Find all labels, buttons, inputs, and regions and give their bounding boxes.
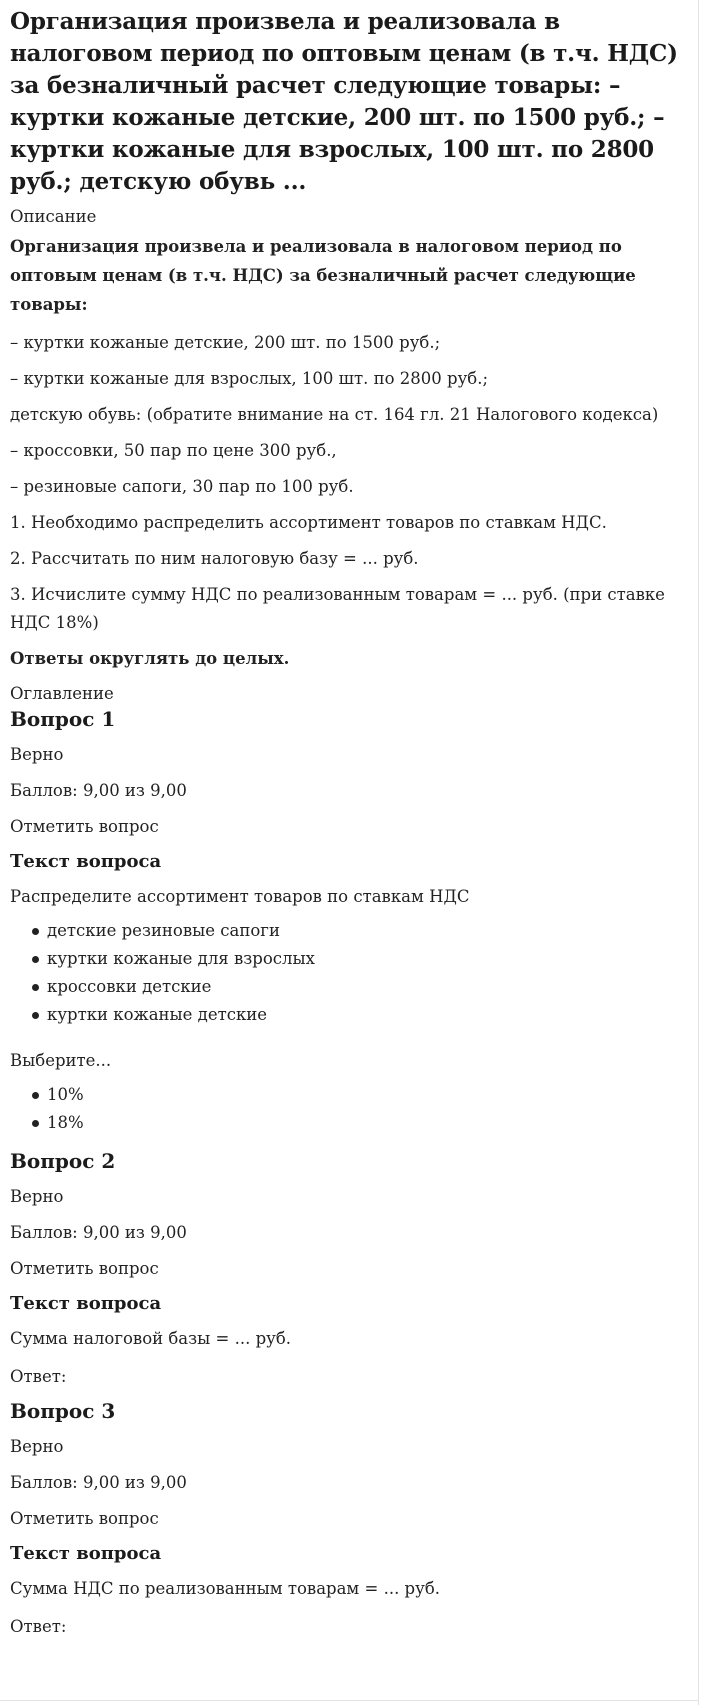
list-item: детские резиновые сапоги xyxy=(47,917,691,945)
question-3 xyxy=(10,1397,691,1641)
description-line: – резиновые сапоги, 30 пар по 100 руб. xyxy=(10,477,354,496)
list-item: кроссовки детские xyxy=(47,973,691,1001)
question-text-heading: Текст вопроса xyxy=(10,851,162,872)
toc-label: Оглавление xyxy=(10,684,114,703)
rate-options-list xyxy=(10,1081,691,1137)
description-label: Описание xyxy=(10,207,97,226)
description-line: – куртки кожаные детские, 200 шт. по 1500 руб.; xyxy=(10,333,441,352)
description-intro: Организация произвела и реализовала в налоговом период по оптовым ценам (в т.ч. НДС) за безналичный расчет следующие товары: xyxy=(10,237,636,314)
page-border-right xyxy=(698,0,699,1705)
question-text: Распределите ассортимент товаров по ставкам НДС xyxy=(10,887,470,906)
description-line: 3. Исчислите сумму НДС по реализованным товарам = ... руб. (при ставке НДС 18%) xyxy=(10,585,665,632)
list-item: куртки кожаные детские xyxy=(47,1001,691,1029)
question-status: Верно xyxy=(10,1437,64,1456)
description-line: 1. Необходимо распределить ассортимент товаров по ставкам НДС. xyxy=(10,513,607,532)
rate-option[interactable]: 10% xyxy=(47,1081,691,1109)
question-text-heading: Текст вопроса xyxy=(10,1543,162,1564)
question-score: Баллов: 9,00 из 9,00 xyxy=(10,1473,187,1492)
question-heading: Вопрос 1 xyxy=(10,707,116,731)
question-heading: Вопрос 2 xyxy=(10,1149,116,1173)
question-text: Сумма налоговой базы = ... руб. xyxy=(10,1329,292,1348)
question-text-heading: Текст вопроса xyxy=(10,1293,162,1314)
flag-question-link[interactable]: Отметить вопрос xyxy=(10,1509,159,1528)
question-1 xyxy=(10,705,691,1137)
description-line: – кроссовки, 50 пар по цене 300 руб., xyxy=(10,441,337,460)
flag-question-link[interactable]: Отметить вопрос xyxy=(10,817,159,836)
question-text: Сумма НДС по реализованным товарам = ... руб. xyxy=(10,1579,441,1598)
question-2 xyxy=(10,1147,691,1391)
page-title: Организация произвела и реализовала в налоговом период по оптовым ценам (в т.ч. НДС) за безналичный расчет следующие товары: – куртки кожаные детские, 200 шт. по 1500 руб.; – куртки кожаные для взрослых, 100 шт. по 2800 руб.; детскую обувь ... xyxy=(10,8,678,195)
description-line: детскую обувь: (обратите внимание на ст. 164 гл. 21 Налогового кодекса) xyxy=(10,405,659,424)
question-heading: Вопрос 3 xyxy=(10,1399,116,1423)
question-status: Верно xyxy=(10,745,64,764)
goods-list xyxy=(10,917,691,1029)
question-score: Баллов: 9,00 из 9,00 xyxy=(10,1223,187,1242)
rounding-note: Ответы округлять до целых. xyxy=(10,649,290,668)
rate-option[interactable]: 18% xyxy=(47,1109,691,1137)
choose-label[interactable]: Выберите... xyxy=(10,1051,112,1070)
list-item: куртки кожаные для взрослых xyxy=(47,945,691,973)
description-line: – куртки кожаные для взрослых, 100 шт. по 2800 руб.; xyxy=(10,369,489,388)
question-status: Верно xyxy=(10,1187,64,1206)
flag-question-link[interactable]: Отметить вопрос xyxy=(10,1259,159,1278)
page-border-bottom xyxy=(0,1700,699,1701)
question-score: Баллов: 9,00 из 9,00 xyxy=(10,781,187,800)
answer-label: Ответ: xyxy=(10,1617,67,1636)
answer-label: Ответ: xyxy=(10,1367,67,1386)
description-line: 2. Рассчитать по ним налоговую базу = ... руб. xyxy=(10,549,419,568)
